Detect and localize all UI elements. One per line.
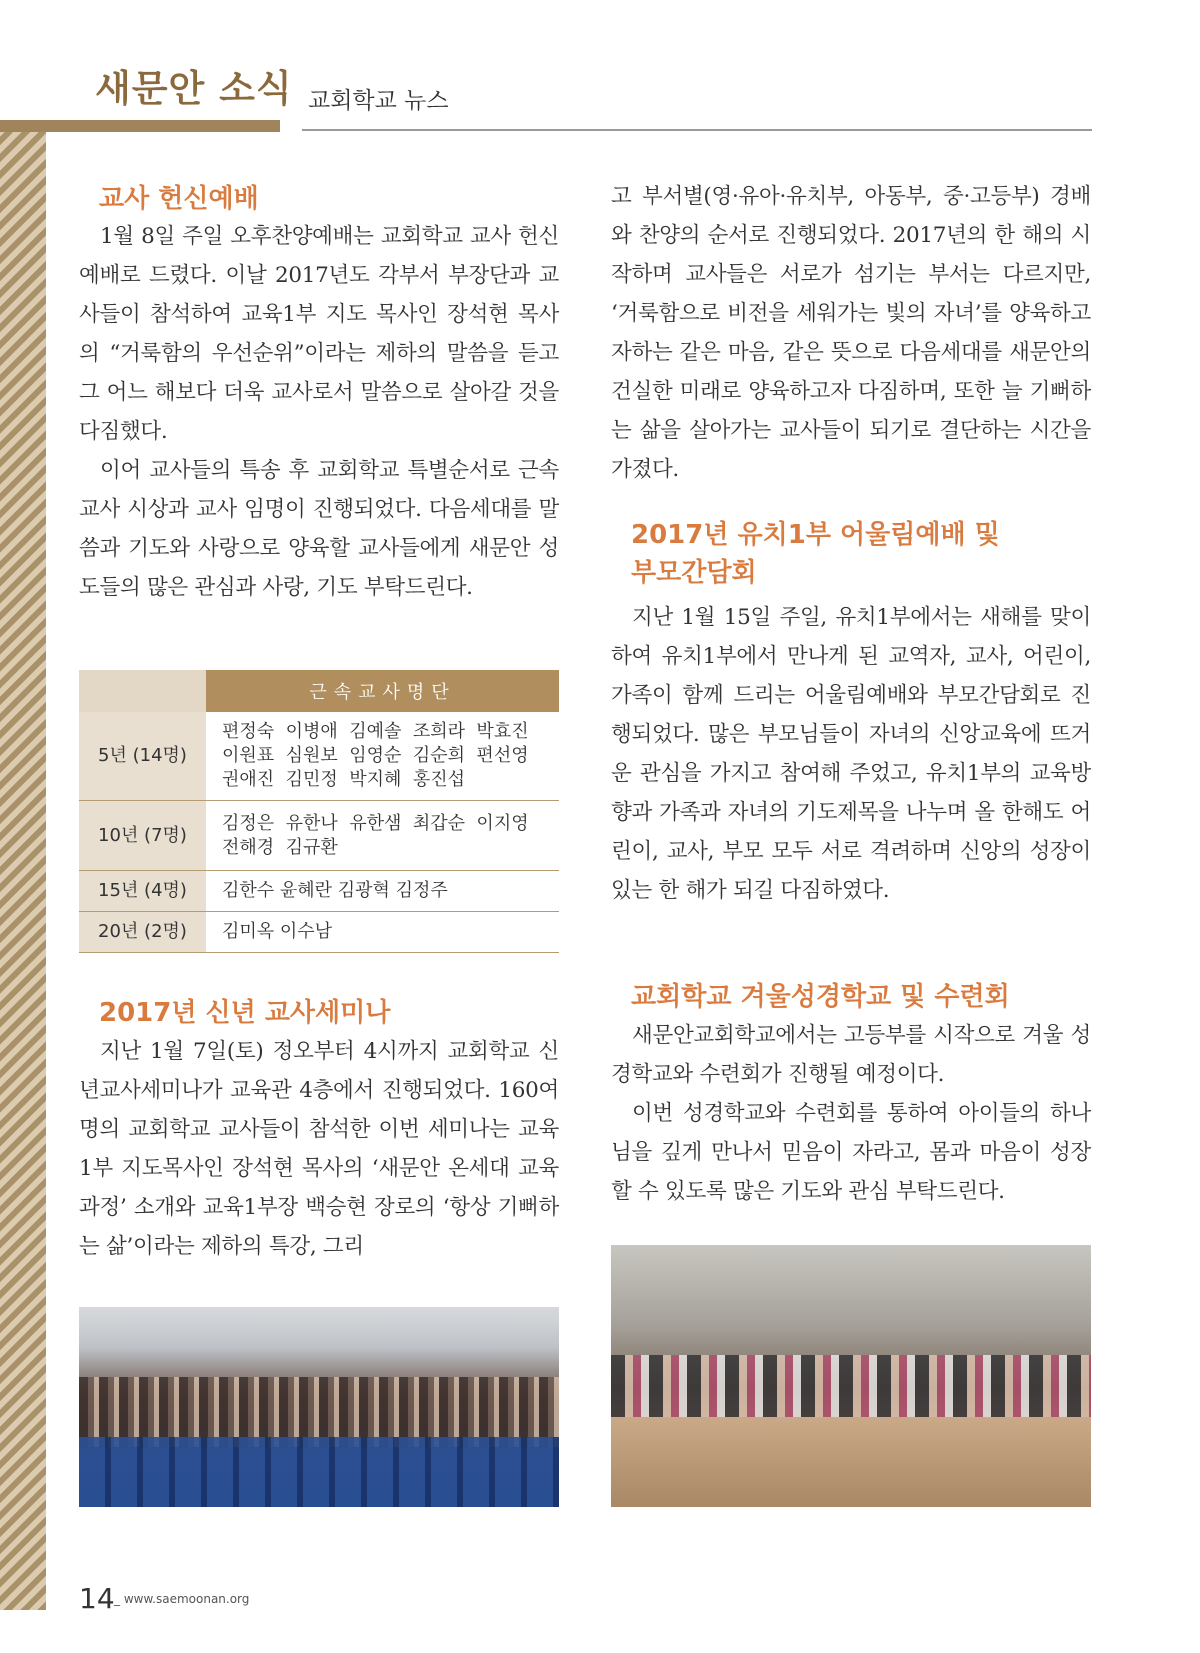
paragraph-kindergarten: 지난 1월 15일 주일, 유치1부에서는 새해를 맞이하여 유치1부에서 만나게 된 교역자, 교사, 어린이, 가족이 함께 드리는 어울림예배와 부모간담회로 진행되었다. 많은 부모님들이 자녀의 신앙교육에 뜨거운 관심을 가지고 참여해 주었고, 유치1부의 교육방향과 가족과 자녀의 기도제목을 나누며 올 한해도 어린이, 교사, 부모 모두 서로 격려하며 신앙의 성장이 있는 한 해가 되길 다짐하였다. bbox=[611, 605, 1091, 903]
table-cell-names: 김미옥 이수남 bbox=[206, 912, 559, 953]
table-cell-names bbox=[206, 801, 559, 871]
paragraph-winter-school-2: 이번 성경학교와 수련회를 통하여 아이들의 하나님을 깊게 만나서 믿음이 자라고, 몸과 마음이 성장할 수 있도록 많은 기도와 관심 부탁드린다. bbox=[611, 1101, 1092, 1204]
names-line: 김정은 유한나 유한샘 최갑순 이지영 bbox=[222, 812, 529, 834]
names-line: 권애진 김민정 박지혜 홍진섭 bbox=[222, 769, 465, 790]
table-header-blank bbox=[79, 670, 206, 712]
table-cell-names: 김한수 윤혜란 김광혁 김정주 bbox=[206, 871, 559, 912]
table-cell-names bbox=[206, 712, 559, 801]
header-rule bbox=[302, 129, 1092, 131]
decorative-side-stripe bbox=[0, 120, 46, 1610]
section-subtitle: 교회학교 뉴스 bbox=[308, 88, 449, 114]
table-cell-years: 15년 (4명) bbox=[79, 871, 206, 912]
paragraph-teacher-worship-2: 이어 교사들의 특송 후 교회학교 특별순서로 근속교사 시상과 교사 임명이 진행되었다. 다음세대를 말씀과 기도와 사랑으로 양육할 교사들에게 새문안 성도들의 많은 관심과 사랑, 기도 부탁드린다. bbox=[79, 458, 559, 600]
seminar-group-photo bbox=[79, 1307, 559, 1507]
heading-kindergarten-line1: 2017년 유치1부 어울림예배 및 bbox=[631, 520, 1000, 550]
table-row bbox=[79, 801, 559, 871]
table-row bbox=[79, 871, 559, 912]
names-line: 전해경 김규환 bbox=[222, 836, 338, 858]
table-cell-years: 10년 (7명) bbox=[79, 801, 206, 871]
table-cell-years: 5년 (14명) bbox=[79, 712, 206, 801]
heading-kindergarten-line2: 부모간담회 bbox=[631, 558, 757, 588]
names-line: 이원표 심원보 임영순 김순희 편선영 bbox=[222, 745, 529, 766]
table-cell-years: 20년 (2명) bbox=[79, 912, 206, 953]
names-line: 편정숙 이병애 김예솔 조희라 박효진 bbox=[222, 721, 529, 742]
paragraph-seminar: 지난 1월 7일(토) 정오부터 4시까지 교회학교 신년교사세미나가 교육관 4층에서 진행되었다. 160여명의 교회학교 교사들이 참석한 이번 세미나는 교육1부 지도목사인 장석현 목사의 ‘새문안 온세대 교육과정’ 소개와 교육1부장 백승현 장로의 ‘항상 기뻐하는 삶’이라는 제하의 특강, 그리 bbox=[79, 1039, 559, 1259]
table-header: 근속교사명단 bbox=[206, 670, 559, 712]
paragraph-seminar-continued: 고 부서별(영·유아·유치부, 아동부, 중·고등부) 경배와 찬양의 순서로 진행되었다. 2017년의 한 해의 시작하며 교사들은 서로가 섬기는 부서는 다르지만, ‘거룩함으로 비전을 세워가는 빛의 자녀’를 양육하고자하는 같은 마음, 같은 뜻으로 다음세대를 새문안의 건실한 미래로 양육하고자 다짐하며, 또한 늘 기뻐하는 삶을 살아가는 교사들이 되기로 결단하는 시간을 가졌다. bbox=[611, 184, 1091, 482]
paragraph-winter-school-1: 새문안교회학교에서는 고등부를 시작으로 겨울 성경학교와 수련회가 진행될 예정이다. bbox=[611, 1023, 1091, 1087]
website-url: _ www.saemoonan.org bbox=[114, 1592, 250, 1606]
paragraph-teacher-worship-1: 1월 8일 주일 오후찬양예배는 교회학교 교사 헌신예배로 드렸다. 이날 2017년도 각부서 부장단과 교사들이 참석하여 교육1부 지도 목사인 장석현 목사의 “거룩함의 우선순위”이라는 제하의 말씀을 듣고 그 어느 해보다 더욱 교사로서 말씀으로 살아갈 것을 다짐했다. bbox=[79, 224, 559, 444]
section-title: 새문안 소식 bbox=[95, 67, 293, 110]
heading-winter-school: 교회학교 겨울성경학교 및 수련회 bbox=[631, 982, 1010, 1012]
kindergarten-worship-photo bbox=[611, 1245, 1091, 1507]
heading-seminar: 2017년 신년 교사세미나 bbox=[99, 998, 391, 1028]
long-service-teacher-table bbox=[79, 670, 559, 953]
heading-teacher-worship: 교사 헌신예배 bbox=[99, 184, 259, 214]
table-row bbox=[79, 712, 559, 801]
table-row bbox=[79, 912, 559, 953]
header-accent-bar bbox=[0, 120, 280, 132]
page-number: 14 bbox=[79, 1582, 115, 1615]
